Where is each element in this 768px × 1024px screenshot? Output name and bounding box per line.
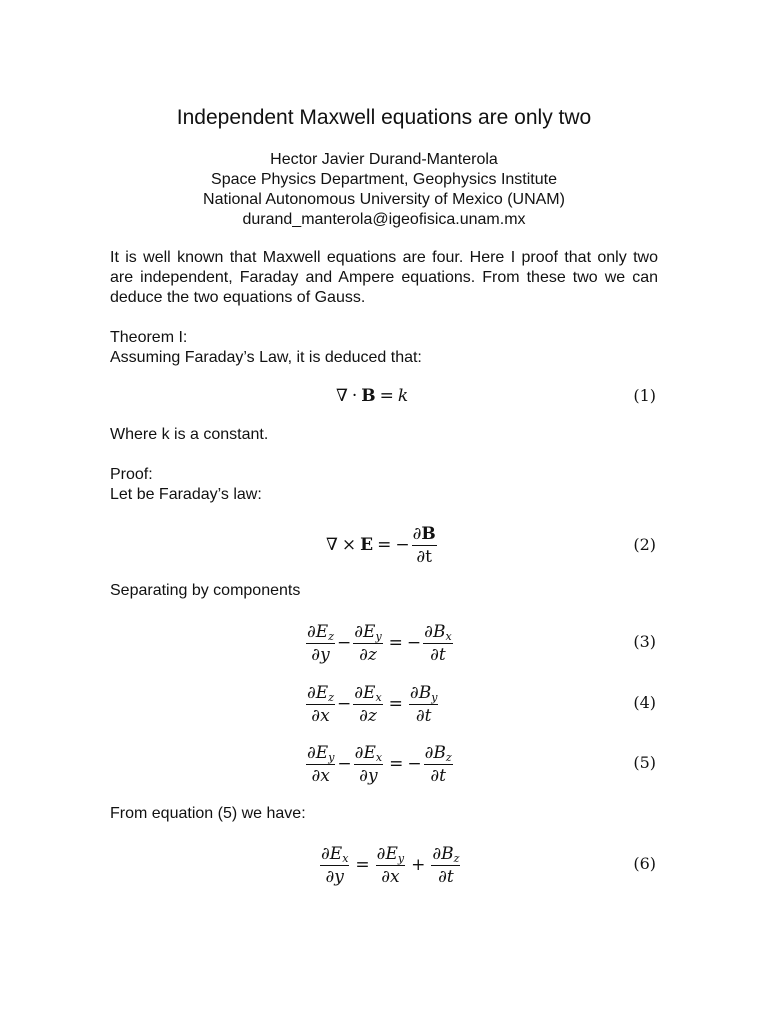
equation-4-number: (4) <box>633 693 656 712</box>
from-equation-5-text: From equation (5) we have: <box>110 805 306 822</box>
equation-5 <box>0 741 768 787</box>
equation-2 <box>0 522 768 568</box>
equation-6-formula: $\frac{\partial E_x}{\partial y}$ = $\frac{\partial E_y}{\partial x}$ + $\frac{\partial B_z}{\partial t}$ <box>321 843 460 887</box>
equation-2-formula: ∇ × E = − $\frac{\partial B}{\partial t}$ <box>326 523 436 567</box>
abstract-paragraph: It is well known that Maxwell equations are four. Here I proof that only two are independent, Faraday and Ampere equations. From these two we can deduce the two equations of Gauss. <box>110 249 658 306</box>
equation-6-number: (6) <box>633 854 656 873</box>
equation-4-formula: $\frac{\partial E_z}{\partial x}$ − $\frac{\partial E_x}{\partial z}$ = $\frac{\partial B_y}{\partial t}$ <box>307 682 438 726</box>
equation-3-number: (3) <box>633 632 656 651</box>
proof-heading: Proof: <box>110 466 153 483</box>
author-block <box>0 150 768 230</box>
affiliation-department: Space Physics Department, Geophysics Institute <box>211 171 557 188</box>
equation-1-number: (1) <box>633 386 656 405</box>
equation-5-formula: $\frac{\partial E_y}{\partial x}$ − $\frac{\partial E_x}{\partial y}$ = − $\frac{\partial B_z}{\partial t}$ <box>307 742 452 786</box>
theorem-heading: Theorem I: <box>110 329 188 346</box>
where-k-text: Where k is a constant. <box>110 426 269 443</box>
separating-text: Separating by components <box>110 582 301 599</box>
equation-2-number: (2) <box>633 535 656 554</box>
equation-4 <box>0 681 768 727</box>
equation-5-number: (5) <box>633 753 656 772</box>
proof-intro: Let be Faraday’s law: <box>110 486 262 503</box>
equation-6 <box>0 842 768 888</box>
equation-1-formula: ∇ · B = k <box>336 386 409 406</box>
equation-3 <box>0 620 768 666</box>
equation-3-formula: $\frac{\partial E_z}{\partial y}$ − $\frac{\partial E_y}{\partial z}$ = − $\frac{\partial B_x}{\partial t}$ <box>307 621 452 665</box>
affiliation-university: National Autonomous University of Mexico (UNAM) <box>203 191 565 208</box>
author-email: durand_manterola@igeofisica.unam.mx <box>242 211 526 228</box>
author-name: Hector Javier Durand-Manterola <box>270 151 498 168</box>
theorem-statement: Assuming Faraday’s Law, it is deduced that: <box>110 349 422 366</box>
paper-title: Independent Maxwell equations are only two <box>176 106 592 129</box>
equation-1 <box>0 384 768 408</box>
